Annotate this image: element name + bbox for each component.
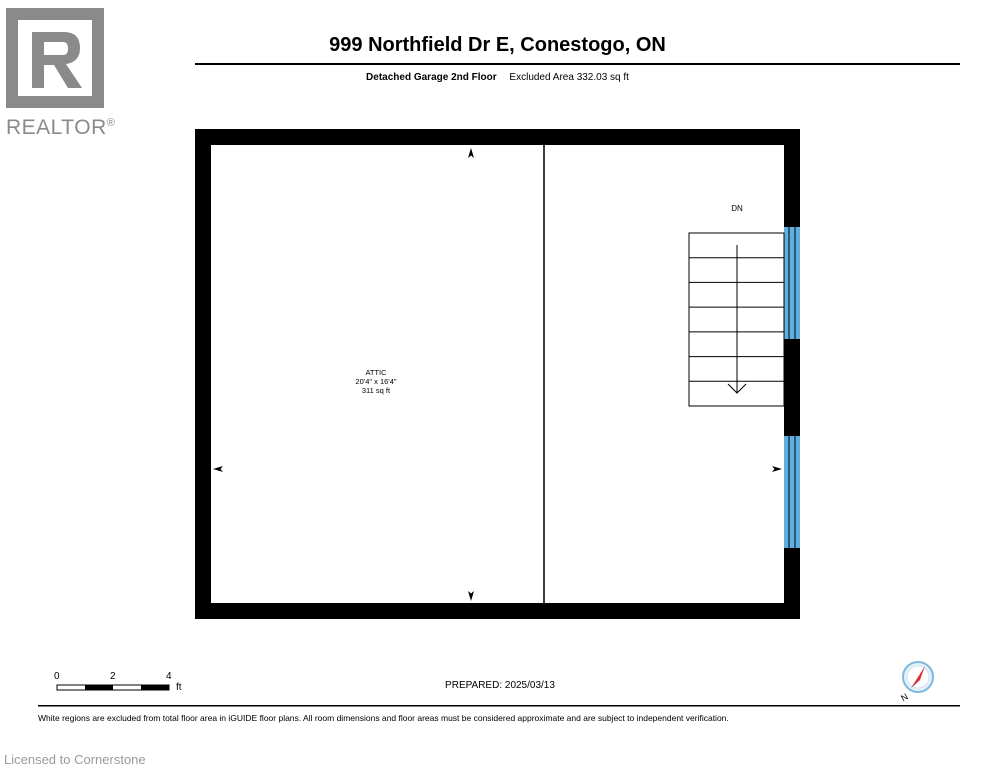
north-wall <box>195 129 800 145</box>
dimension-arrow-down-icon <box>468 591 474 601</box>
license-text: Licensed to Cornerstone <box>4 752 146 767</box>
room-name: ATTIC <box>365 368 387 377</box>
prepared-date: PREPARED: 2025/03/13 <box>445 680 555 691</box>
south-wall <box>195 603 800 619</box>
realtor-wordmark: REALTOR® <box>6 116 116 139</box>
stairs <box>689 233 784 406</box>
disclaimer-text: White regions are excluded from total floor area in iGUIDE floor plans. All room dimensions and floor areas must be considered approximate and are subject to independent verification. <box>38 713 729 723</box>
stairs-down-label: DN <box>731 204 743 213</box>
compass-icon <box>903 662 933 692</box>
scale-bar <box>57 685 169 690</box>
dimension-arrow-right-icon <box>772 466 782 472</box>
address-title: 999 Northfield Dr E, Conestogo, ON <box>329 34 666 56</box>
room-dimensions: 20'4" x 16'4" <box>355 377 397 386</box>
footer-rule <box>38 705 960 707</box>
floor-name: Detached Garage 2nd Floor <box>366 72 497 83</box>
east-wall-bottom <box>784 548 800 619</box>
west-wall <box>195 129 211 619</box>
room-area: 311 sq ft <box>361 386 391 395</box>
compass-north-label: N <box>899 691 910 704</box>
excluded-area: Excluded Area 332.03 sq ft <box>509 72 629 83</box>
east-wall-top <box>784 129 800 227</box>
scale-label-4: 4 <box>166 671 172 682</box>
window-upper <box>784 227 800 339</box>
dimension-arrow-left-icon <box>213 466 223 472</box>
dimension-arrow-up-icon <box>468 148 474 158</box>
east-wall-middle <box>784 339 800 436</box>
window-lower <box>784 436 800 548</box>
scale-label-2: 2 <box>110 671 116 682</box>
scale-label-0: 0 <box>54 671 60 682</box>
scale-unit: ft <box>176 682 182 693</box>
